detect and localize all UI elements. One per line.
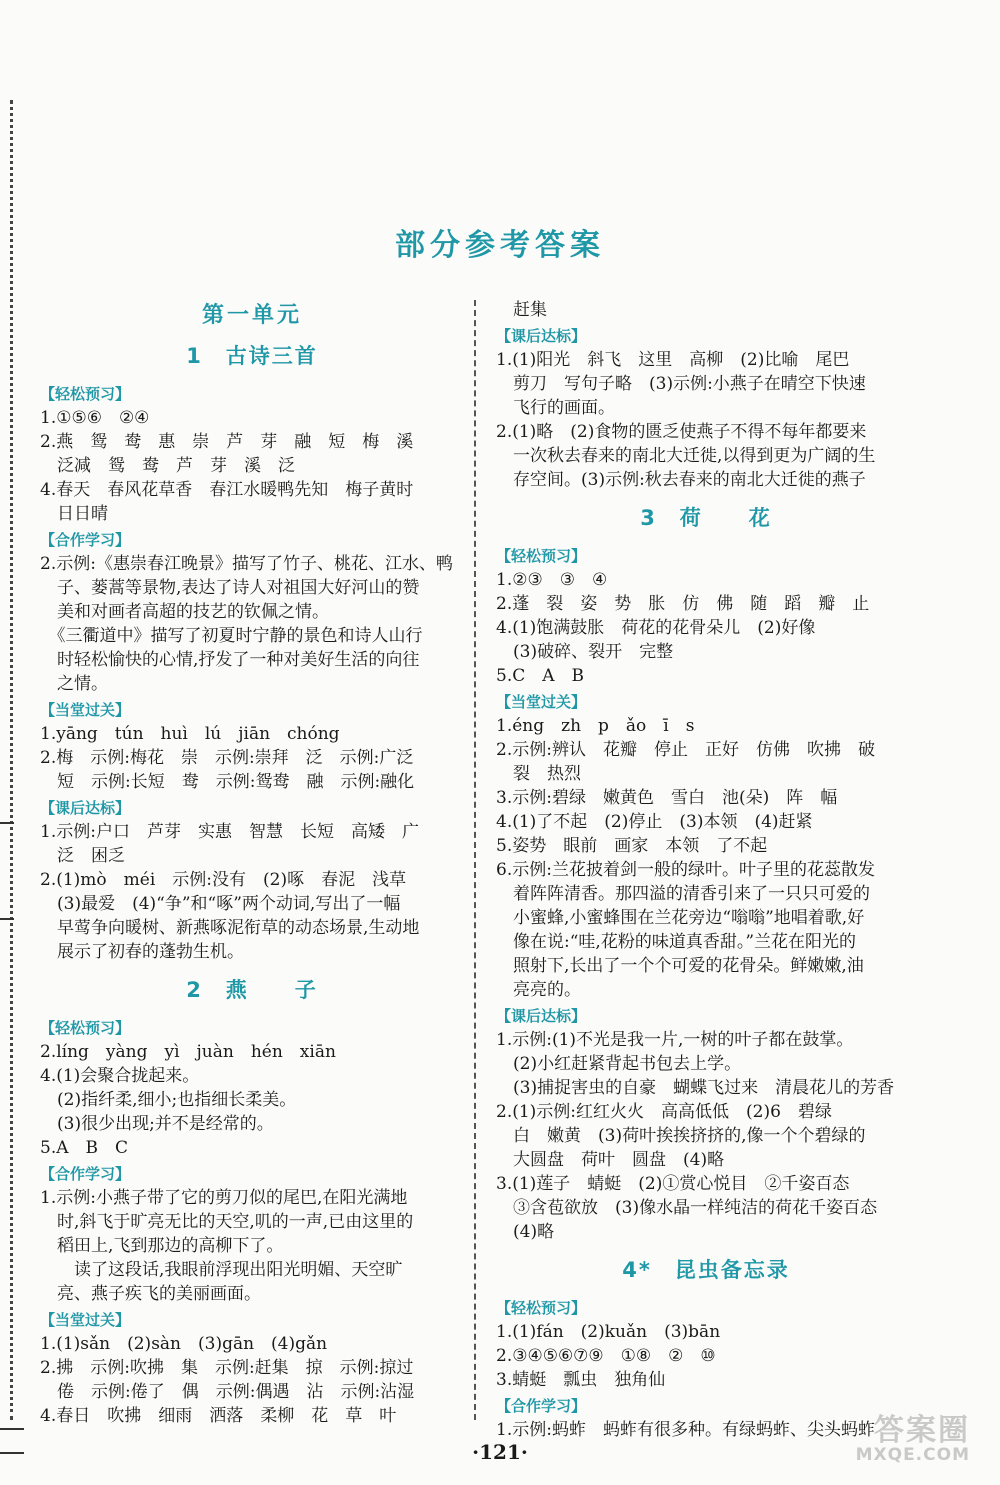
right-column xyxy=(496,298,916,1442)
answer-line: 1.yāng tún huì lú jiān chóng xyxy=(40,724,340,744)
column-divider xyxy=(474,300,476,1420)
answer-line: 裂 热烈 xyxy=(496,764,581,784)
answer-line: 2.蓬 裂 姿 势 胀 仿 佛 随 蹈 瓣 止 xyxy=(496,594,870,614)
answer-line: 1.示例:蚂蚱 蚂蚱有很多种。有绿蚂蚱、尖头蚂蚱 xyxy=(496,1420,875,1440)
lesson-heading: 2 燕 子 xyxy=(186,978,318,1002)
answer-line: 时,斜飞于旷亮无比的天空,叽的一声,已由这里的 xyxy=(40,1212,414,1232)
answer-line: 展示了初春的蓬勃生机。 xyxy=(40,942,244,962)
lesson-heading: 3 荷 花 xyxy=(640,506,772,530)
watermark-top: 答案圈 xyxy=(874,1413,970,1448)
answer-line: 1.示例:户口 芦芽 实惠 智慧 长短 高矮 广 xyxy=(40,822,419,842)
answer-line: 4.(1)饱满鼓胀 荷花的花骨朵儿 (2)好像 xyxy=(496,618,816,638)
answer-line: 4.春天 春风花草香 春江水暖鸭先知 梅子黄时 xyxy=(40,480,414,500)
answer-line: 2.(1)mò méi 示例:没有 (2)啄 春泥 浅草 xyxy=(40,870,407,890)
answer-line: 小蜜蜂,小蜜蜂围在兰花旁边“嗡嗡”地唱着歌,好 xyxy=(496,908,865,928)
answer-line: 2.示例:《惠崇春江晚景》描写了竹子、桃花、江水、鸭 xyxy=(40,554,453,574)
answer-line: 稻田上,飞到那边的高柳下了。 xyxy=(40,1236,284,1256)
page-title: 部分参考答案 xyxy=(395,228,605,263)
answer-line: 照射下,长出了一个个可爱的花骨朵。鲜嫩嫩,油 xyxy=(496,956,864,976)
answer-line: 5.C A B xyxy=(496,666,584,686)
answer-line: 一次秋去春来的南北大迁徙,以得到更为广阔的生 xyxy=(496,446,876,466)
answer-line: 2.líng yàng yì juàn hén xiān xyxy=(40,1042,336,1062)
answer-line: 1.(1)阳光 斜飞 这里 高柳 (2)比喻 尾巴 xyxy=(496,350,850,370)
answer-line: 早莺争向暖树、新燕啄泥衔草的动态场景,生动地 xyxy=(40,918,420,938)
answer-line: (3)最爱 (4)“争”和“啄”两个动词,写出了一幅 xyxy=(40,894,401,914)
answer-line: 1.示例:(1)不光是我一片,一树的叶子都在鼓掌。 xyxy=(496,1030,854,1050)
answer-line: (3)捕捉害虫的自豪 蝴蝶飞过来 清晨花儿的芳香 xyxy=(496,1078,895,1098)
answer-line: 《三衢道中》描写了初夏时宁静的景色和诗人山行 xyxy=(40,626,423,646)
answer-line: 2.梅 示例:梅花 崇 示例:崇拜 泛 示例:广泛 xyxy=(40,748,414,768)
answer-line: 4.(1)了不起 (2)停止 (3)本领 (4)赶紧 xyxy=(496,812,813,832)
answer-line: 存空间。(3)示例:秋去春来的南北大迁徙的燕子 xyxy=(496,470,866,490)
answer-line: 1.éng zh p ǎo ī s xyxy=(496,716,695,736)
left-column xyxy=(40,298,464,1428)
section-label: 【轻松预习】 xyxy=(496,547,587,565)
answer-line: 2.(1)略 (2)食物的匮乏使燕子不得不每年都要来 xyxy=(496,422,867,442)
lesson-heading: 1 古诗三首 xyxy=(186,344,318,368)
section-label: 【轻松预习】 xyxy=(496,1299,587,1317)
unit-heading: 第一单元 xyxy=(201,303,302,328)
answer-line: 亮、燕子疾飞的美丽画面。 xyxy=(40,1284,261,1304)
answer-line: (3)破碎、裂开 完整 xyxy=(496,642,674,662)
margin-mark xyxy=(0,1428,24,1430)
answer-line: 飞行的画面。 xyxy=(496,398,615,418)
watermark-logo xyxy=(805,1405,980,1465)
answer-line: 之情。 xyxy=(40,674,108,694)
answer-line: 4.春日 吹拂 细雨 洒落 柔柳 花 草 叶 xyxy=(40,1406,397,1426)
answer-line: 泛 困乏 xyxy=(40,846,125,866)
answer-line: 像在说:“哇,花粉的味道真香甜。”兰花在阳光的 xyxy=(496,932,857,952)
answer-line: 3.示例:碧绿 嫩黄色 雪白 池(朵) 阵 幅 xyxy=(496,788,838,808)
answer-line: 短 示例:长短 鸯 示例:鸳鸯 融 示例:融化 xyxy=(40,772,415,792)
section-label: 【当堂过关】 xyxy=(40,701,131,719)
answer-line: 剪刀 写句子略 (3)示例:小燕子在晴空下快速 xyxy=(496,374,866,394)
answer-line: 日日晴 xyxy=(40,504,108,524)
binding-dots xyxy=(10,100,13,1420)
watermark-bottom: MXQE.COM xyxy=(855,1445,970,1465)
answer-line: 着阵阵清香。那四溢的清香引来了一只只可爱的 xyxy=(496,884,870,904)
answer-line: 2.燕 鸳 鸯 惠 崇 芦 芽 融 短 梅 溪 xyxy=(40,432,414,452)
answer-line: 1.②③ ③ ④ xyxy=(496,570,608,590)
answer-line: 美和对画者高超的技艺的钦佩之情。 xyxy=(40,602,329,622)
section-label: 【课后达标】 xyxy=(496,1007,587,1025)
lesson-heading: 4* 昆虫备忘录 xyxy=(622,1258,790,1282)
answer-line: 5.A B C xyxy=(40,1138,128,1158)
section-label: 【轻松预习】 xyxy=(40,1019,131,1037)
answer-line: 白 嫩黄 (3)荷叶挨挨挤挤的,像一个个碧绿的 xyxy=(496,1126,866,1146)
answer-line: (2)小红赶紧背起书包去上学。 xyxy=(496,1054,742,1074)
section-label: 【课后达标】 xyxy=(496,327,587,345)
answer-line: 子、蒌蒿等景物,表达了诗人对祖国大好河山的赞 xyxy=(40,578,420,598)
section-label: 【当堂过关】 xyxy=(496,693,587,711)
answer-line: 时轻松愉快的心情,抒发了一种对美好生活的向往 xyxy=(40,650,420,670)
answer-line: (2)指纤柔,细小;也指细长柔美。 xyxy=(40,1090,297,1110)
margin-mark xyxy=(0,822,14,824)
answer-line: 6.示例:兰花披着剑一般的绿叶。叶子里的花蕊散发 xyxy=(496,860,875,880)
answer-line: 读了这段话,我眼前浮现出阳光明媚、天空旷 xyxy=(40,1260,403,1280)
section-label: 【合作学习】 xyxy=(40,531,131,549)
answer-line: 4.(1)会聚合拢起来。 xyxy=(40,1066,200,1086)
answer-line: 1.①⑤⑥ ②④ xyxy=(40,408,150,428)
section-label: 【课后达标】 xyxy=(40,799,131,817)
answer-line: 5.姿势 眼前 画家 本领 了不起 xyxy=(496,836,768,856)
answer-line: 1.示例:小燕子带了它的剪刀似的尾巴,在阳光满地 xyxy=(40,1188,408,1208)
section-label: 【合作学习】 xyxy=(496,1397,587,1415)
section-label: 【当堂过关】 xyxy=(40,1311,131,1329)
answer-line: 大圆盘 荷叶 圆盘 (4)略 xyxy=(496,1150,725,1170)
answer-line: 2.拂 示例:吹拂 集 示例:赶集 掠 示例:掠过 xyxy=(40,1358,414,1378)
answer-line: 亮亮的。 xyxy=(496,980,581,1000)
answer-line: 1.(1)sǎn (2)sàn (3)gān (4)gǎn xyxy=(40,1334,328,1354)
section-label: 【合作学习】 xyxy=(40,1165,131,1183)
answer-line: (3)很少出现;并不是经常的。 xyxy=(40,1114,274,1134)
answer-line: 1.(1)fán (2)kuǎn (3)bān xyxy=(496,1322,721,1342)
answer-line: 3.蜻蜓 瓢虫 独角仙 xyxy=(496,1370,666,1390)
section-label: 【轻松预习】 xyxy=(40,385,131,403)
answer-line: 赶集 xyxy=(496,300,547,320)
answer-line: ③含苞欲放 (3)像水晶一样纯洁的荷花千姿百态 xyxy=(496,1198,878,1218)
answer-line: 泛减 鸳 鸯 芦 芽 溪 泛 xyxy=(40,456,295,476)
answer-line: 2.(1)示例:红红火火 高高低低 (2)6 碧绿 xyxy=(496,1102,832,1122)
margin-mark xyxy=(0,918,14,920)
answer-line: 3.(1)莲子 蜻蜓 (2)①赏心悦目 ②千姿百态 xyxy=(496,1174,850,1194)
answer-line: 倦 示例:倦了 偶 示例:偶遇 沾 示例:沾湿 xyxy=(40,1382,415,1402)
answer-line: (4)略 xyxy=(496,1222,555,1242)
answer-line: 2.③④⑤⑥⑦⑨ ①⑧ ② ⑩ xyxy=(496,1346,716,1366)
answer-line: 2.示例:辨认 花瓣 停止 正好 仿佛 吹拂 破 xyxy=(496,740,875,760)
page-number: ·121· xyxy=(472,1440,528,1464)
